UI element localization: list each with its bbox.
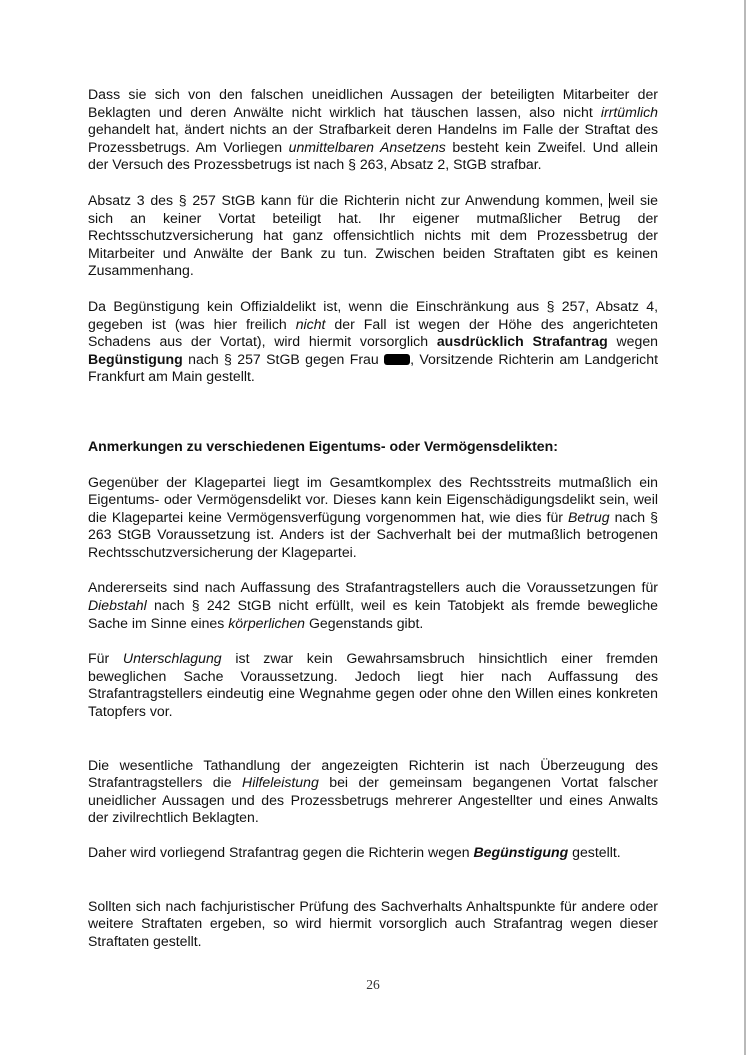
section-heading: Anmerkungen zu verschiedenen Eigentums- oder Vermögensdelikten: [88,437,558,454]
document-page [88,86,658,950]
paragraph-strafantrag-beguenstigung: Da Begünstigung kein Offizialdelikt ist, wenn die Einschränkung aus § 257, Absatz 4, gegeben ist (was hier freilich nicht der Fall ist wegen der Höhe des angerichteten Schadens aus der Vortat), wird hiermit vorsorglich ausdrücklich Strafantrag wegen Begünstigung nach § 257 StGB gegen Frau , Vorsitzende Richterin am Landgericht Frankfurt am Main gestellt. [88,297,658,385]
paragraph-weitere-straftaten: Sollten sich nach fachjuristischer Prüfung des Sachverhalts Anhaltspunkte für andere oder weitere Straftaten ergeben, so wird hiermit vorsorglich auch Strafantrag wegen dieser Straftaten gestellt. [88,897,658,949]
paragraph-vermoegensdelikt: Gegenüber der Klagepartei liegt im Gesamtkomplex des Rechtsstreits mutmaßlich ein Eigentums- oder Vermögensdelikt vor. Dieses kann kein Eigenschädigungsdelikt sein, weil die Klagepartei keine Vermögensverfügung vorgenommen hat, wie dies für Betrug nach § 263 StGB Voraussetzung ist. Anders ist der Sachverhalt bei der mutmaßlich betrogenen Rechtsschutzversicherung der Klagepartei. [88,473,658,560]
paragraph-deception: Dass sie sich von den falschen uneidlichen Aussagen der beteiligten Mitarbeiter der Beklagten und deren Anwälte nicht wirklich hat täuschen lassen, also nicht irrtümlich gehandelt hat, ändert nichts an der Strafbarkeit deren Handelns im Falle der Straftat des Prozessbetrugs. Am Vorliegen unmittelbaren Ansetzens besteht kein Zweifel. Und allein der Versuch des Prozessbetrugs ist nach § 263, Absatz 2, StGB strafbar. [88,86,658,173]
paragraph-absatz3: Absatz 3 des § 257 StGB kann für die Richterin nicht zur Anwendung kommen, weil sie sich an keiner Vortat beteiligt hat. Ihr eigener mutmaßlicher Betrug der Rechtsschutzversicherung hat ganz offensichtlich nichts mit dem Prozessbetrug der Mitarbeiter und Anwälte der Bank zu tun. Zwischen beiden Straftaten gibt es keinen Zusammenhang. [88,191,659,279]
paragraph-unterschlagung: Für Unterschlagung ist zwar kein Gewahrsamsbruch hinsichtlich einer fremden beweglichen Sache Voraussetzung. Jedoch liegt hier nach Auffassung des Strafantragstellers eindeutig eine Wegnahme gegen oder ohne den Willen eines konkreten Tatopfers vor. [88,650,658,720]
redaction-bar [384,354,410,365]
paragraph-tathandlung: Die wesentliche Tathandlung der angezeigten Richterin ist nach Überzeugung des Strafantragstellers die Hilfeleistung bei der gemeinsam begangenen Vortat falscher uneidlicher Aussagen und des Prozessbetrugs mehrerer Angestellter und eines Anwalts der zivilrechtlich Beklagten. [88,756,658,826]
page-number: 26 [366,977,380,992]
paragraph-diebstahl: Andererseits sind nach Auffassung des Strafantragstellers auch die Voraussetzungen für Diebstahl nach § 242 StGB nicht erfüllt, weil es kein Tatobjekt als fremde bewegliche Sache im Sinne eines körperlichen Gegenstands gibt. [88,579,658,631]
paragraph-daher: Daher wird vorliegend Strafantrag gegen die Richterin wegen Begünstigung gestellt. [88,844,621,860]
